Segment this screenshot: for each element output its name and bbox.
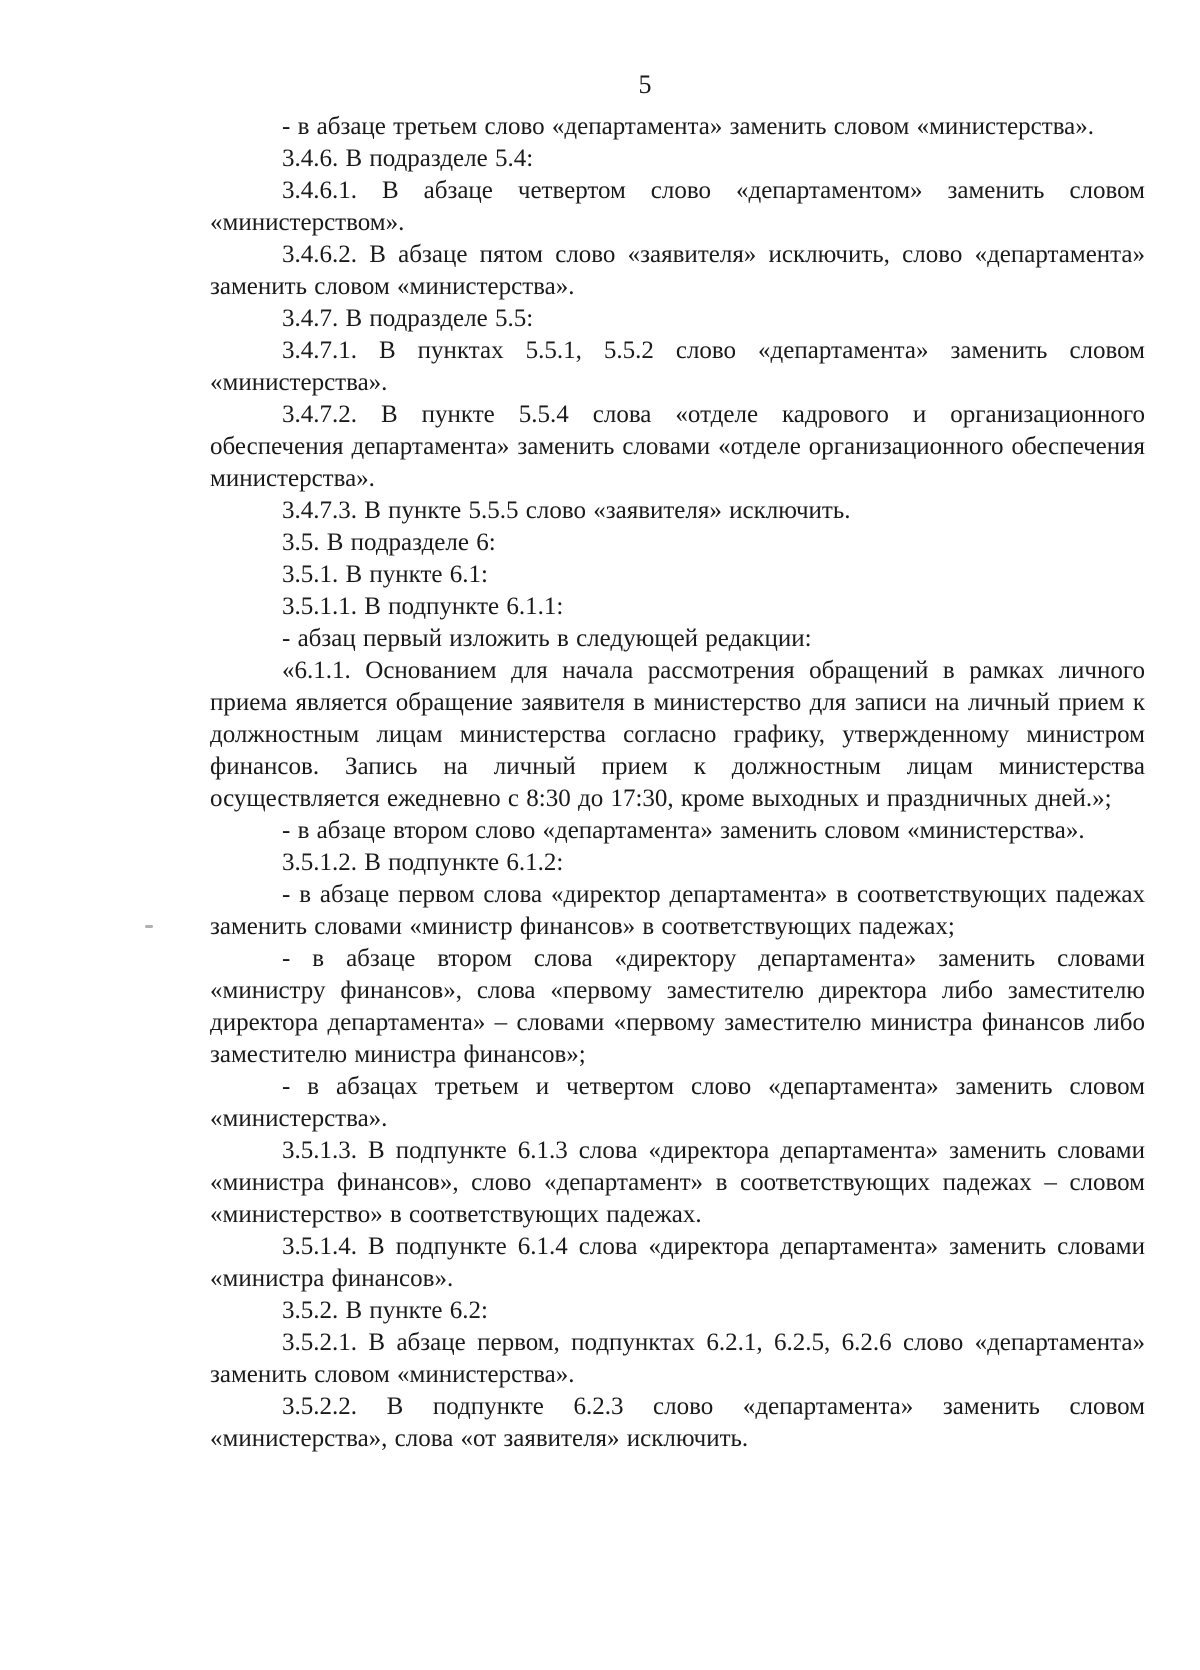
paragraph: 3.5.2.1. В абзаце первом, подпунктах 6.2.1, 6.2.5, 6.2.6 слово «департамента» заменить словом «министерства». [210, 1329, 1145, 1388]
paragraph: 3.4.7.3. В пункте 5.5.5 слово «заявителя» исключить. [282, 497, 851, 524]
paragraph: 3.4.6.1. В абзаце четвертом слово «департаментом» заменить словом «министерством». [210, 177, 1145, 236]
paragraph: 3.5.1.4. В подпункте 6.1.4 слова «директора департамента» заменить словами «министра финансов». [210, 1233, 1145, 1292]
paragraph: 3.4.6. В подразделе 5.4: [282, 145, 534, 172]
paragraph: 3.5. В подразделе 6: [282, 529, 496, 556]
document-body [210, 111, 1145, 1455]
page-number: 5 [638, 70, 652, 99]
paragraph: 3.5.1.3. В подпункте 6.1.3 слова «директора департамента» заменить словами «министра финансов», слово «департамент» в соответствующих падежах – словом «министерство» в соответствующих падежах. [210, 1137, 1145, 1228]
paragraph: 3.4.7.1. В пунктах 5.5.1, 5.5.2 слово «департамента» заменить словом «министерства». [210, 337, 1145, 396]
paragraph: 3.5.1. В пункте 6.1: [282, 561, 488, 588]
paragraph: 3.5.2. В пункте 6.2: [282, 1297, 488, 1324]
paragraph: - в абзаце первом слова «директор департамента» в соответствующих падежах заменить словами «министр финансов» в соответствующих падежах; [210, 881, 1145, 940]
paragraph: - в абзаце втором слово «департамента» заменить словом «министерства». [282, 817, 1085, 844]
paragraph: 3.4.7.2. В пункте 5.5.4 слова «отделе кадрового и организационного обеспечения департамента» заменить словами «отделе организационного обеспечения министерства». [210, 401, 1145, 492]
quoted-paragraph: «6.1.1. Основанием для начала рассмотрения обращений в рамках личного приема является обращение заявителя в министерство для записи на личный прием к должностным лицам министерства согласно графику, утвержденному министром финансов. Запись на личный прием к должностным лицам министерства осуществляется ежедневно с 8:30 до 17:30, кроме выходных и праздничных дней.»; [210, 657, 1145, 812]
paragraph: - в абзаце третьем слово «департамента» заменить словом «министерства». [282, 113, 1095, 140]
paragraph: - абзац первый изложить в следующей редакции: [282, 625, 812, 652]
paragraph: - в абзаце втором слова «директору департамента» заменить словами «министру финансов», слова «первому заместителю директора либо заместителю директора департамента» – словами «первому заместителю министра финансов либо заместителю министра финансов»; [210, 945, 1145, 1068]
scan-mark [145, 925, 153, 928]
paragraph: 3.5.1.2. В подпункте 6.1.2: [282, 849, 564, 876]
paragraph: 3.5.1.1. В подпункте 6.1.1: [282, 593, 564, 620]
paragraph: - в абзацах третьем и четвертом слово «департамента» заменить словом «министерства». [210, 1073, 1145, 1132]
paragraph: 3.4.6.2. В абзаце пятом слово «заявителя» исключить, слово «департамента» заменить словом «министерства». [210, 241, 1145, 300]
paragraph: 3.5.2.2. В подпункте 6.2.3 слово «департамента» заменить словом «министерства», слова «от заявителя» исключить. [210, 1393, 1145, 1452]
paragraph: 3.4.7. В подразделе 5.5: [282, 305, 534, 332]
